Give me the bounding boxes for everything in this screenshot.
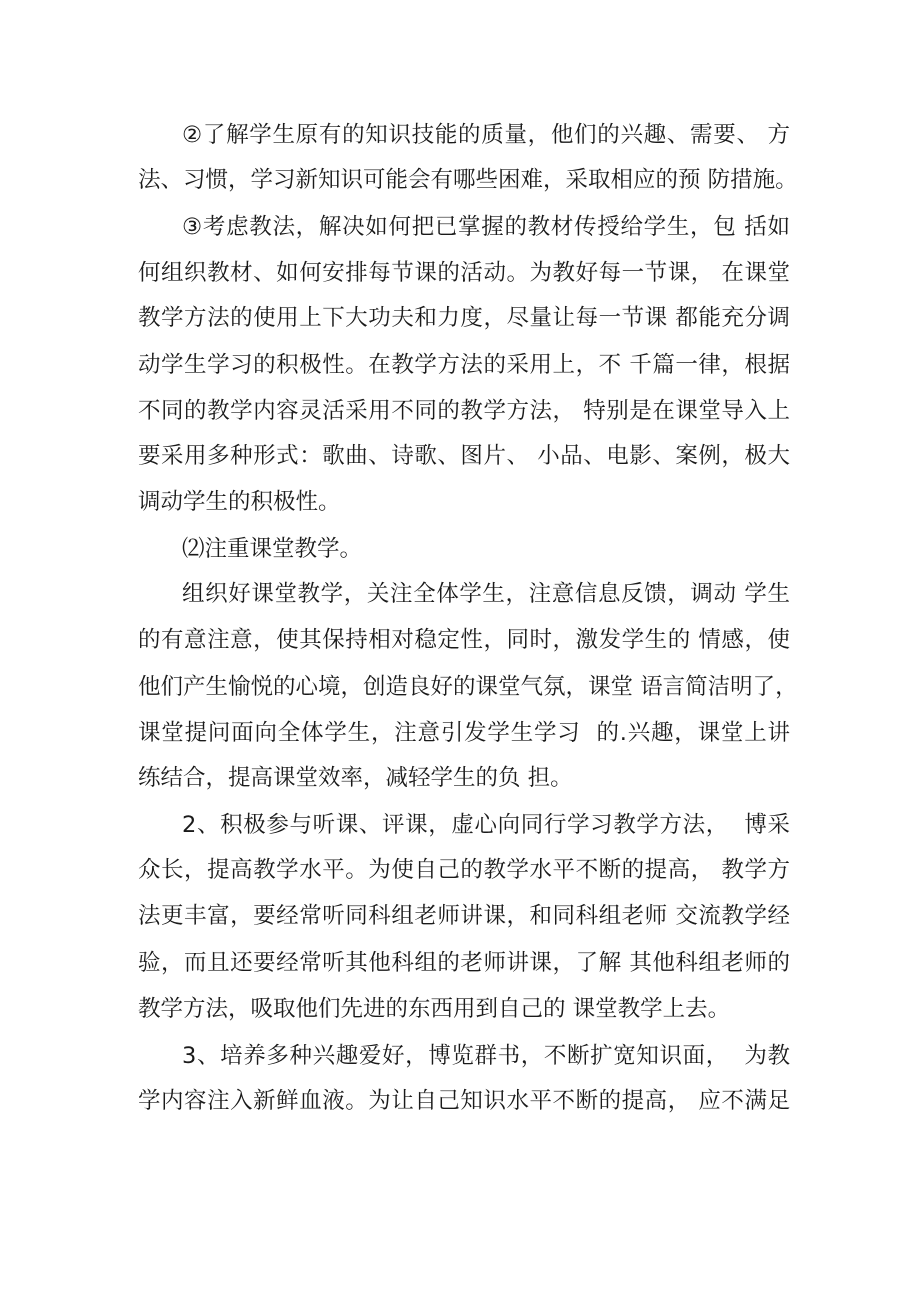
text-line: 法、习惯，学习新知识可能会有哪些困难，采取相应的预 防措施。 xyxy=(138,167,798,193)
text-line: ③考虑教法，解决如何把已掌握的教材传授给学生，包 括如 xyxy=(182,214,790,240)
text-line: 何组织教材、如何安排每节课的活动。为教好每一节课， 在课堂 xyxy=(138,260,790,286)
text-line: 调动学生的积极性。 xyxy=(138,489,341,515)
text-line: 要采用多种形式：歌曲、诗歌、图片、 小品、电影、案例，极大 xyxy=(138,443,790,469)
text-line: 学内容注入新鲜血液。为让自己知识水平不断的提高， 应不满足 xyxy=(138,1088,790,1114)
text-line: 教学方法，吸取他们先进的东西用到自己的 课堂教学上去。 xyxy=(138,996,731,1022)
text-line: ②了解学生原有的知识技能的质量，他们的兴趣、需要、 方 xyxy=(182,122,790,148)
text-line: 验，而且还要经常听其他科组的老师讲课，了解 其他科组老师的 xyxy=(138,950,790,976)
text-line: 的有意注意，使其保持相对稳定性，同时，激发学生的 情感，使 xyxy=(138,627,790,653)
text-line: 法更丰富，要经常听同科组老师讲课，和同科组老师 交流教学经 xyxy=(138,903,790,929)
text-line: 动学生学习的积极性。在教学方法的采用上，不 千篇一律，根据 xyxy=(138,352,790,378)
text-line: 练结合，提高课堂效率，减轻学生的负 担。 xyxy=(138,765,573,791)
text-line: 他们产生愉悦的心境，创造良好的课堂气氛，课堂 语言简洁明了， xyxy=(138,674,798,700)
text-line: 组织好课堂教学，关注全体学生，注意信息反馈，调动 学生 xyxy=(182,581,790,607)
text-line: 教学方法的使用上下大功夫和力度，尽量让每一节课 都能充分调 xyxy=(138,305,790,331)
text-line: 2、积极参与听课、评课，虚心向同行学习教学方法， 博采 xyxy=(182,812,790,838)
text-line: 课堂提问面向全体学生，注意引发学生学习 的.兴趣，课堂上讲 xyxy=(138,720,790,746)
text-line: 众长，提高教学水平。为使自己的教学水平不断的提高， 教学方 xyxy=(138,857,790,883)
text-line: 不同的教学内容灵活采用不同的教学方法， 特别是在课堂导入上 xyxy=(138,398,790,424)
text-line: 3、培养多种兴趣爱好，博览群书，不断扩宽知识面， 为教 xyxy=(182,1043,790,1069)
section-heading: ⑵注重课堂教学。 xyxy=(182,536,363,562)
